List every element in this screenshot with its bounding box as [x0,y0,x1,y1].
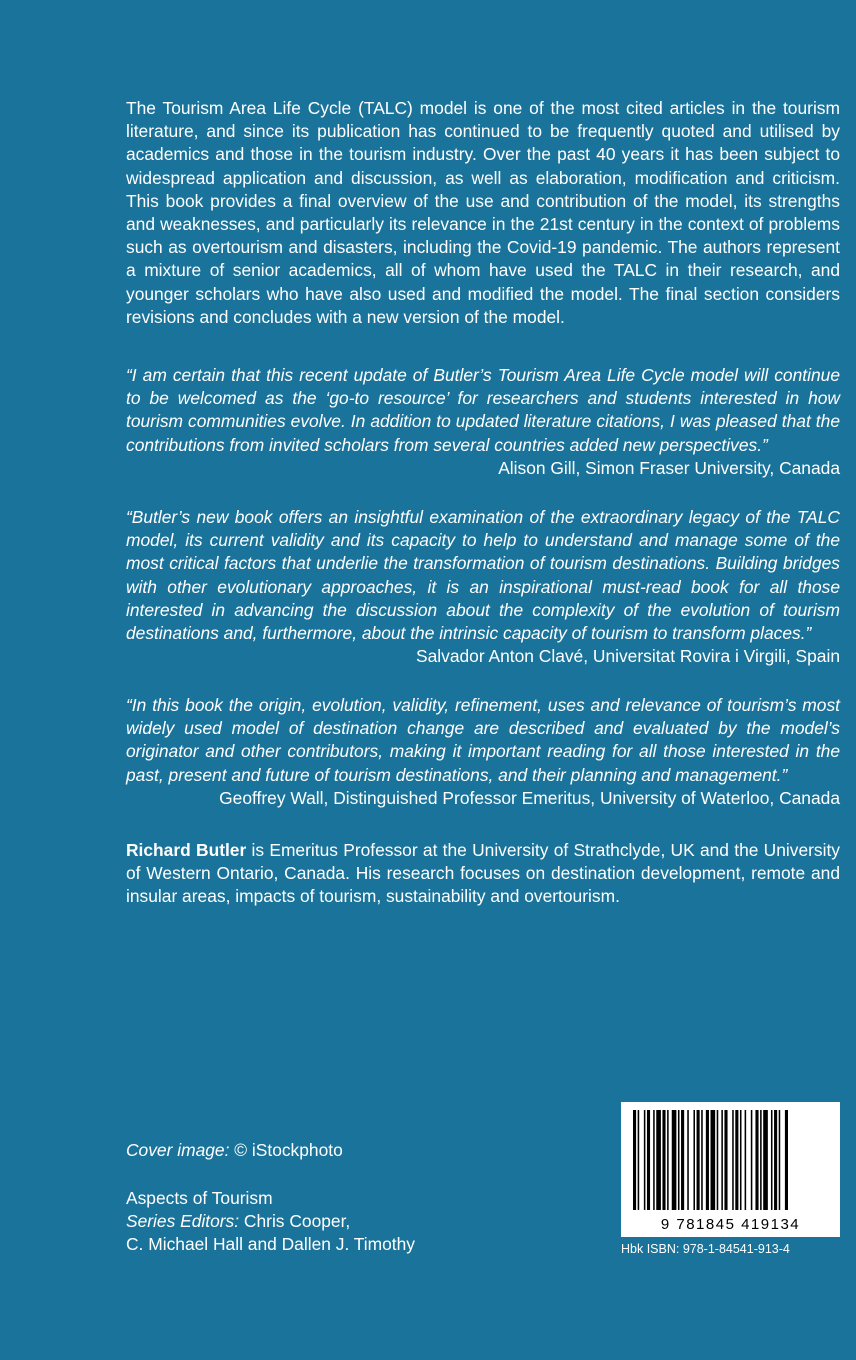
author-bio [126,839,840,909]
quote-text: “Butler’s new book offers an insightful examination of the extraordinary legacy of the TALC model, its current validity and its capacity to help to understand and manage some of the most critical factors that underlie the transformation of tourism destinations. Building bridges with other evolutionary approaches, it is an inspirational must-read book for all those interested in advancing the discussion about the complexity of the evolution of tourism destinations and, furthermore, about the intrinsic capacity of tourism to transform places.” [126,507,840,644]
blurb-paragraph [126,97,840,329]
quote-text: “In this book the origin, evolution, validity, refinement, uses and relevance of tourism’s most widely used model of destination change are described and evaluated by the model’s originator and other contributors, making it important reading for all those interested in the past, present and future of tourism destinations, and their planning and management.” [126,695,840,785]
endorsement-quote-3 [126,694,840,810]
series-editors-line [126,1210,415,1233]
endorsement-quote-2 [126,506,840,668]
bio-paragraph [126,839,840,909]
quote-attribution: Salvador Anton Clavé, Universitat Rovira i Virgili, Spain [415,646,840,667]
cover-credit-value: © iStockphoto [229,1140,343,1160]
quote-text: “I am certain that this recent update of Butler’s Tourism Area Life Cycle model will continue to be welcomed as the ‘go-to resource’ for researchers and students interested in how tourism communities evolve. In addition to updated literature citations, I was pleased that the contributions from invited scholars from several countries added new perspectives.” [126,365,840,455]
quote-attribution: Geoffrey Wall, Distinguished Professor Emeritus, University of Waterloo, Canada [219,787,840,808]
series-editors-label: Series Editors: [126,1211,240,1231]
quote-attribution: Alison Gill, Simon Fraser University, Canada [498,457,840,478]
blurb-text: The Tourism Area Life Cycle (TALC) model is one of the most cited articles in the tourism literature, and since its publication has continued to be frequently quoted and utilised by academics and those in the tourism industry. Over the past 40 years it has been subject to widespread application and discussion, as well as elaboration, modification and criticism. This book provides a final overview of the use and contribution of the model, its strengths and weaknesses, and particularly its relevance in the 21st century in the context of problems such as overtourism and disasters, including the Covid-19 pandemic. The authors represent a mixture of senior academics, all of whom have used the TALC in their research, and younger scholars who have also used and modified the model. The final section considers revisions and concludes with a new version of the model. [126,98,840,327]
series-name: Aspects of Tourism [126,1188,273,1208]
series-editors-line1: Chris Cooper, [239,1211,351,1231]
series-info [126,1187,415,1256]
cover-image-credit [126,1139,343,1162]
series-editors-line2: C. Michael Hall and Dallen J. Timothy [126,1234,415,1254]
endorsement-quote-1 [126,364,840,480]
cover-credit-label: Cover image: [126,1140,230,1160]
bio-text: is Emeritus Professor at the University of Strathclyde, UK and the University of Western Ontario, Canada. His research focuses on destination development, remote and insular areas, impacts of tourism, sustainability and overtourism. [126,840,841,907]
isbn-barcode [621,1102,840,1237]
author-name: Richard Butler [126,840,247,860]
barcode-number: 9 781845 419134 [660,1216,801,1233]
isbn-label: Hbk ISBN: 978-1-84541-913-4 [621,1242,790,1256]
